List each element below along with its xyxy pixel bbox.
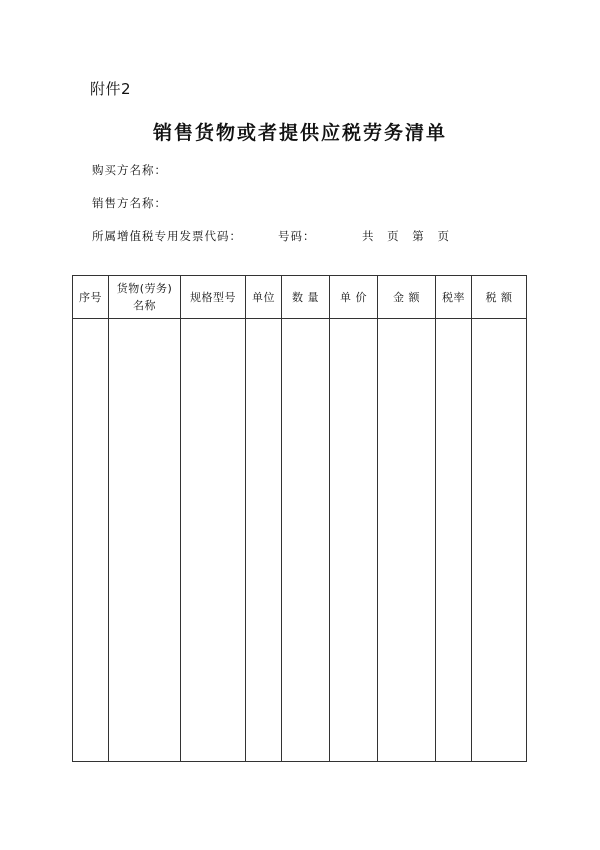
table-body-row [73,319,527,762]
table-cell [330,319,378,762]
attachment-label: 附件2 [90,80,132,98]
table-cell [109,319,181,762]
header-serial-number: 序号 [73,276,109,319]
header-unit: 单位 [246,276,282,319]
header-goods-name: 货物(劳务) 名称 [109,276,181,319]
page-count-label: 共 页 第 页 [362,229,450,243]
buyer-name-label: 购买方名称： [92,163,167,177]
table-cell [436,319,472,762]
document-title: 销售货物或者提供应税劳务清单 [152,122,447,144]
goods-list-table [72,275,527,762]
table-cell [246,319,282,762]
header-unit-price: 单 价 [330,276,378,319]
table-header-row [73,276,527,319]
seller-name-label: 销售方名称： [92,196,167,210]
table-cell [282,319,330,762]
table-cell [73,319,109,762]
invoice-number-label: 号码： [278,229,316,243]
table-cell [181,319,246,762]
header-spec-model: 规格型号 [181,276,246,319]
header-amount: 金 额 [378,276,436,319]
header-tax-amount: 税 额 [472,276,527,319]
header-quantity: 数 量 [282,276,330,319]
invoice-code-label: 所属增值税专用发票代码： [92,229,242,243]
table-cell [378,319,436,762]
table-cell [472,319,527,762]
header-tax-rate: 税率 [436,276,472,319]
